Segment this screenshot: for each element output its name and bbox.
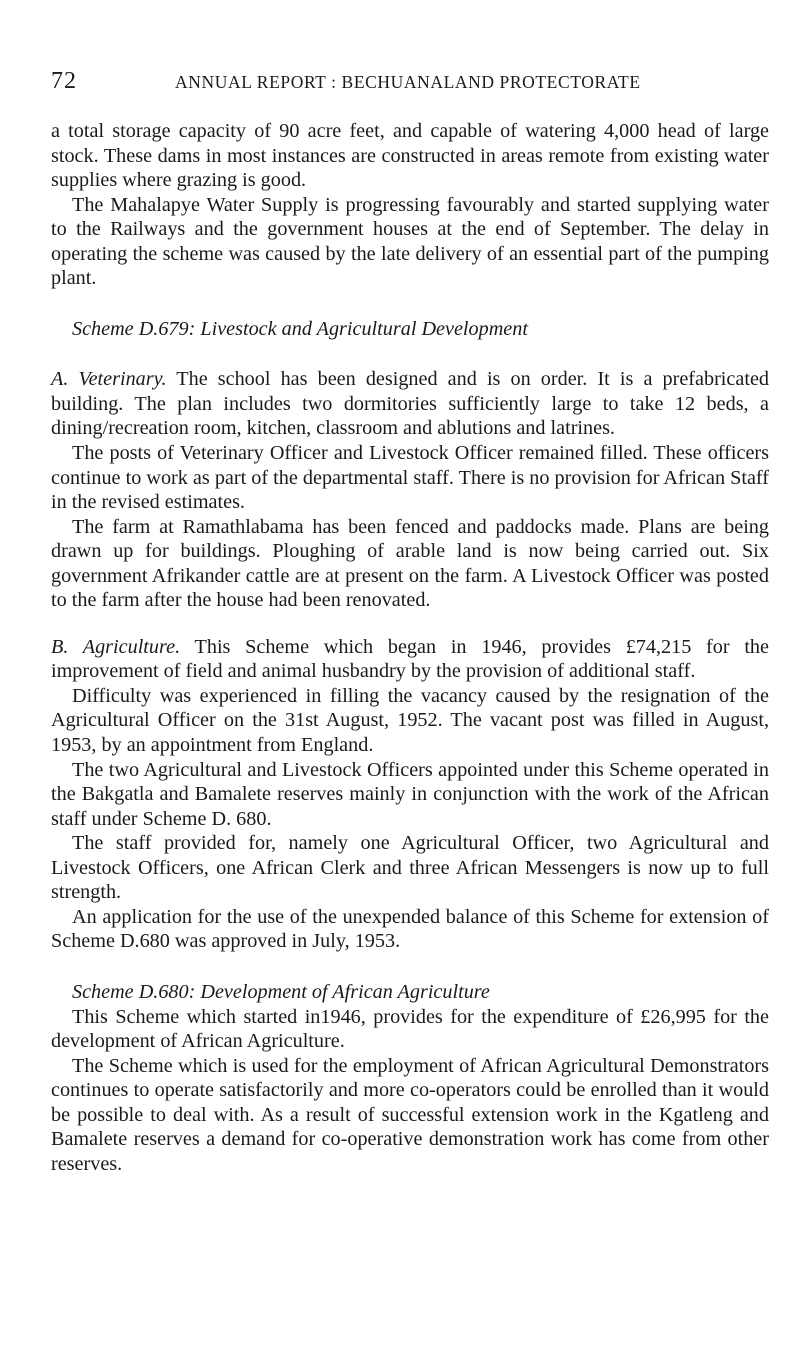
paragraph-agriculture-text: This Scheme which began in 1946, provides £74,215 for the improvement of field and animal husbandry by the provision of additional staff. xyxy=(51,635,769,683)
subheading-agriculture: B. Agriculture. xyxy=(51,635,181,658)
subheading-veterinary: A. Veterinary. xyxy=(51,368,167,391)
section-spacer xyxy=(51,291,769,317)
section-spacer xyxy=(51,613,769,635)
running-title: ANNUAL REPORT : BECHUANALAND PROTECTORATE xyxy=(175,72,641,92)
paragraph-ramathlabama-farm: The farm at Ramathlabama has been fenced and paddocks made. Plans are being drawn up for buildings. Ploughing of arable land is now being carried out. Six government Afrikander cattle are at present on the farm. A Livestock Officer was posted to the farm after the house had been renovated. xyxy=(51,515,769,612)
page-number: 72 xyxy=(51,68,77,94)
paragraph-veterinary xyxy=(51,367,769,441)
paragraph-d680-expenditure: This Scheme which started in1946, provides for the expenditure of £26,995 for the development of African Agriculture. xyxy=(51,1005,769,1053)
running-header xyxy=(51,68,751,98)
section-spacer xyxy=(51,341,769,367)
paragraph-agriculture xyxy=(51,635,769,684)
paragraph-veterinary-text: The school has been designed and is on order. It is a prefabricated building. The plan includes two dormitories sufficiently large to take 12 beds, a dining/recreation room, kitchen, classroom and ablutions and latrines. xyxy=(51,368,769,440)
section-heading-d680: Scheme D.680: Development of African Agriculture xyxy=(72,980,490,1003)
paragraph-staff-strength: The staff provided for, namely one Agricultural Officer, two Agricultural and Livestock Officers, one African Clerk and three African Messengers is now up to full strength. xyxy=(51,832,769,904)
section-heading-d679: Scheme D.679: Livestock and Agricultural Development xyxy=(72,317,528,340)
section-spacer xyxy=(51,954,769,980)
paragraph-mahalapye-water: The Mahalapye Water Supply is progressing favourably and started supplying water to the Railways and the government houses at the end of September. The delay in operating the scheme was caused by the late delivery of an essential part of the pumping plant. xyxy=(51,193,769,290)
body-text xyxy=(51,119,769,1176)
paragraph-storage-capacity: a total storage capacity of 90 acre feet, and capable of watering 4,000 head of large stock. These dams in most instances are constructed in areas remote from existing water supplies where grazing is good. xyxy=(51,120,769,192)
paragraph-unexpended-balance: An application for the use of the unexpended balance of this Scheme for extension of Scheme D.680 was approved in July, 1953. xyxy=(51,905,769,953)
paragraph-vacancy: Difficulty was experienced in filling the vacancy caused by the resignation of the Agricultural Officer on the 31st August, 1952. The vacant post was filled in August, 1953, by an appointment from England. xyxy=(51,684,769,757)
paragraph-demonstrators: The Scheme which is used for the employment of African Agricultural Demonstrators continues to operate satisfactorily and more co-operators could be enrolled than it would be possible to deal with. As a result of successful extension work in the Kgatleng and Bamalete reserves a demand for co-operative demonstration work has come from other reserves. xyxy=(51,1054,769,1175)
paragraph-officers-appointed: The two Agricultural and Livestock Officers appointed under this Scheme operated in the Bakgatla and Bamalete reserves mainly in conjunction with the work of the African staff under Scheme D. 680. xyxy=(51,758,769,830)
paragraph-veterinary-posts: The posts of Veterinary Officer and Livestock Officer remained filled. These officers continue to work as part of the departmental staff. There is no provision for African Staff in the revised estimates. xyxy=(51,442,769,514)
